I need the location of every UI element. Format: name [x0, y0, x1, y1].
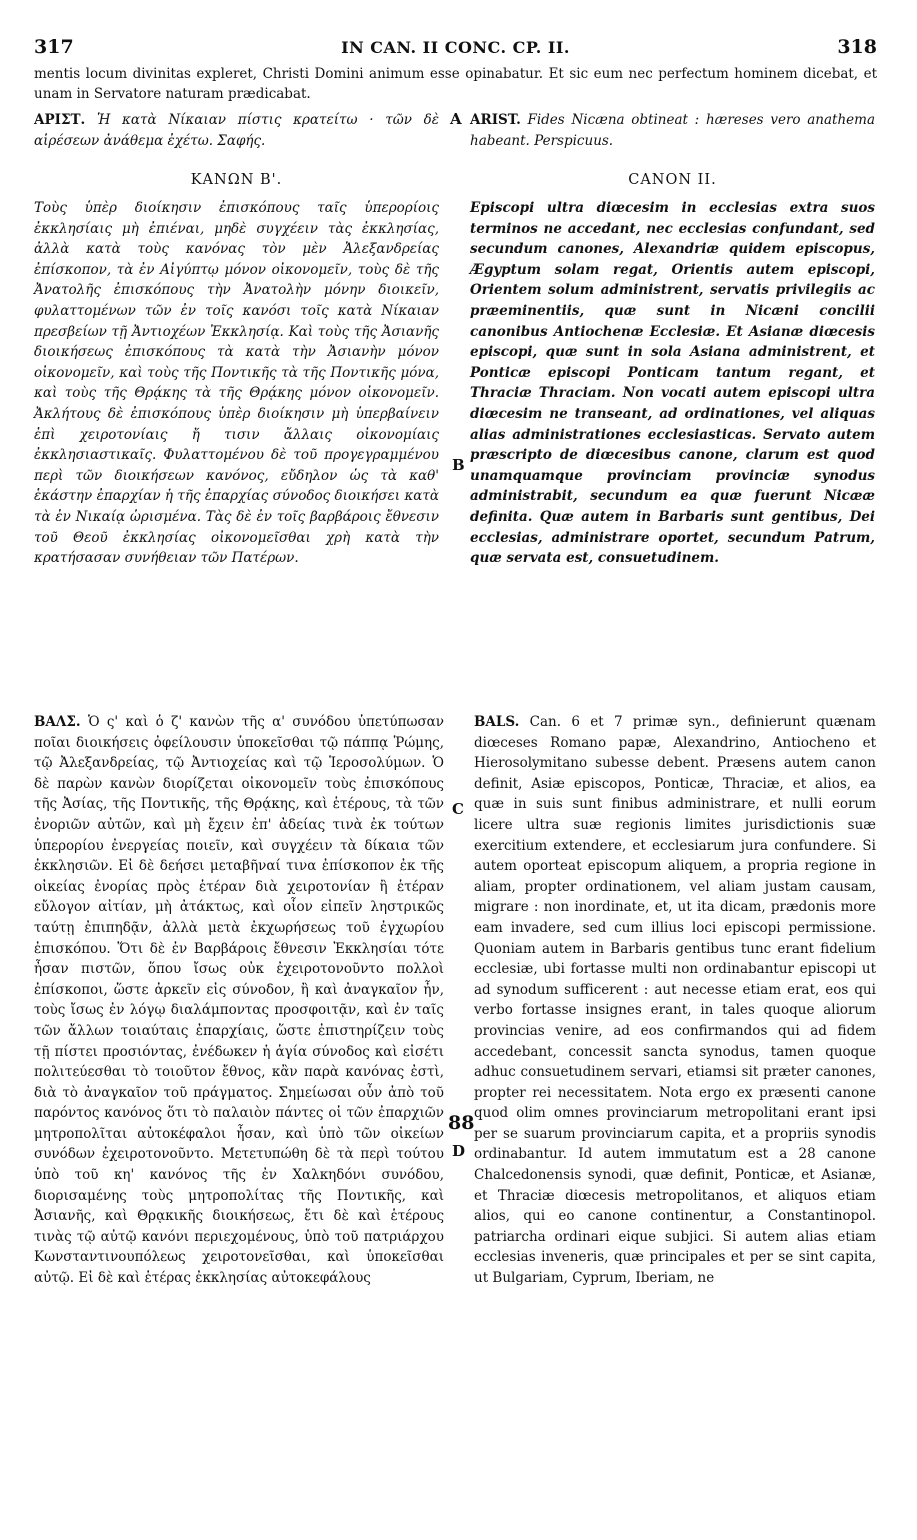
arist-greek-label: ΑΡΙΣΤ.: [34, 112, 86, 128]
page-header: [34, 36, 877, 60]
margin-letter-a: A: [450, 110, 462, 128]
margin-letter-d: D: [452, 1142, 466, 1160]
margin-number: 88: [448, 1112, 475, 1134]
margin-letter-c: C: [452, 800, 464, 818]
bals-greek-text: Ὁ ς' καὶ ὁ ζ' κανὼν τῆς α' συνόδου ὑπετύπωσαν ποῖαι διοικήσεις ὀφείλουσιν ὑποκεῖσθαι τῷ πάππᾳ Ῥώμης, τῷ Ἀλεξανδρείας, τῷ Ἀντιοχείας καὶ τῷ Ἱεροσολύμων. Ὁ δὲ παρὼν κανὼν διορίζεται οἰκονομεῖν τοὺς ἐπισκόπους τῆς Ἀσίας, τῆς Ποντικῆς, τῆς Θρᾴκης, καὶ ἑτέρους, τὰ τῶν ἐνοριῶν αὐτῶν, καὶ μὴ ἔχειν ἐπ' ἀδείας τινὰ ἐκ τούτων ὑπερορίου ἐνεργείας ποιεῖν, καὶ συγχέειν τὰ δίκαια τῶν ἐκκλησιῶν. Εἰ δὲ δεήσει μεταβῆναί τινα ἐπίσκοπον ἐκ τῆς οἰκείας ἐνορίας πρὸς ἑτέραν διὰ χειροτονίαν ἢ ἑτέραν εὔλογον αἰτίαν, μὴ ἀτάκτως, καὶ οἷον εἰπεῖν ληστρικῶς ταύτῃ ἐπιπηδᾷν, ἀλλὰ μετὰ ἐκχωρήσεως τοῦ ἐγχωρίου ἐπισκόπου. Ὅτι δὲ ἐν Βαρβάροις ἔθνεσιν Ἐκκλησίαι τότε ἦσαν πιστῶν, ὅπου ἴσως οὐκ ἐχειροτονοῦντο πολλοὶ ἐπίσκοποι, ὥστε ἀρκεῖν εἰς σύνοδον, ἢ καὶ ἀναγκαῖον ἦν, τοὺς ἴσως ἐν λόγῳ διαλάμποντας προσφοιτᾷν, καὶ ἐν ταῖς τῶν ἄλλων τοιαύταις ἐπαρχίαις, ὥστε ἐπιστηρίζειν τοὺς τῇ πίστει προσιόντας, ἐνέδωκεν ἡ ἁγία σύνοδος καὶ εἰσέτι πολιτεύεσθαι τὸ τοιοῦτον ἔθνος, κἂν παρὰ κανόνας ἐστὶ, διὰ τὸ ἀναγκαῖον τοῦ πράγματος. Σημείωσαι οὖν ἀπὸ τοῦ παρόντος κανόνος ὅτι τὸ παλαιὸν πάντες οἱ τῶν ἐπαρχιῶν μητροπολῖται αὐτοκέφαλοι ἦσαν, καὶ ὑπὸ τῶν οἰκείων συνόδων ἐχειροτονοῦντο. Μετετυπώθη δὲ τὰ περὶ τούτου ὑπὸ τοῦ κη' κανόνος τῆς ἐν Χαλκηδόνι συνόδου, διορισαμένης τοὺς μητροπολίτας τῆς Ποντικῆς, καὶ Ἀσιανῆς, καὶ Θρᾳκικῆς διοικήσεως, ἔτι δὲ καὶ ἑτέρους τινὰς τῷ αὐτῷ κανόνι περιεχομένους, ὑπὸ τοῦ πατριάρχου Κωνσταντινουπόλεως χειροτονεῖσθαι, καὶ ὑποκεῖσθαι αὐτῷ. Εἰ δὲ καὶ ἑτέρας ἐκκλησίας αὐτοκεφάλους: [34, 714, 444, 1287]
arist-greek-paragraph: [34, 110, 439, 151]
canon-latin-heading: CANON II.: [628, 172, 717, 188]
arist-latin-label: ARIST.: [470, 112, 521, 128]
bals-greek-paragraph: [34, 712, 444, 1289]
bals-latin-label: BALS.: [474, 714, 520, 730]
canon-greek-text: Τοὺς ὑπὲρ διοίκησιν ἐπισκόπους ταῖς ὑπερορίοις ἐκκλησίαις μὴ ἐπιέναι, μηδὲ συγχέειν τὰς ἐκκλησίας, ἀλλὰ κατὰ τοὺς κανόνας τὸν μὲν Ἀλεξανδρείας ἐπίσκοπον, τὰ ἐν Αἰγύπτῳ μόνον οἰκονομεῖν, τοὺς δὲ τῆς Ἀνατολῆς ἐπισκόπους τὴν Ἀνατολὴν μόνην διοικεῖν, φυλαττομένων τῶν ἐν τοῖς κανόσι τοῖς κατὰ Νίκαιαν πρεσβείων τῇ Ἀντιοχέων Ἐκκλησίᾳ. Καὶ τοὺς τῆς Ἀσιανῆς διοικήσεως ἐπισκόπους τὰ κατὰ τὴν Ἀσιανὴν μόνον οἰκονομεῖν, καὶ τοὺς τῆς Ποντικῆς τὰ τῆς Ποντικῆς μόνα, καὶ τοὺς τῆς Θρᾴκης τὰ τῆς Θρᾴκης μόνον οἰκονομεῖν. Ἀκλήτους δὲ ἐπισκόπους ὑπὲρ διοίκησιν μὴ ὑπερβαίνειν ἐπὶ χειροτονίαις ἤ τισιν ἄλλαις οἰκονομίαις ἐκκλησιαστικαῖς. Φυλαττομένου δὲ τοῦ προγεγραμμένου περὶ τῶν διοικήσεων κανόνος, εὔδηλον ὡς τὰ καθ' ἑκάστην ἐπαρχίαν ἡ τῆς ἐπαρχίας σύνοδος διοικήσει κατὰ τὰ ἐν Νικαίᾳ ὡρισμένα. Τὰς δὲ ἐν τοῖς βαρβάροις ἔθνεσιν τοῦ Θεοῦ ἐκκλησίας οἰκονομεῖσθαι χρὴ κατὰ τὴν κρατήσασαν συνήθειαν τῶν Πατέρων.: [34, 200, 439, 567]
running-title: IN CAN. II CONC. CP. II.: [341, 38, 570, 57]
margin-letter-b: B: [452, 456, 465, 474]
arist-latin-text: Fides Nicæna obtineat : hæreses vero anathema habeant. Perspicuus.: [470, 112, 875, 149]
canon-greek-heading: ΚΑΝΩΝ Β'.: [190, 172, 283, 188]
bals-latin-paragraph: [474, 712, 876, 1289]
bals-greek-label: ΒΑΛΣ.: [34, 714, 81, 730]
intro-paragraph: mentis locum divinitas expleret, Christi Domini animum esse opinabatur. Et sic eum nec perfectum hominem dicebat, et unam in Servatore naturam prædicabat.: [34, 66, 877, 102]
bals-latin-text: Can. 6 et 7 primæ syn., definierunt quænam diœceses Romano papæ, Alexandrino, Antiocheno et Hierosolymitano subesse debent. Præsens autem canon definit, Asiæ episcopos, Ponticæ, Thraciæ, et alios, ea quæ in suis sunt finibus administrare, et nulli eorum licere ultra suæ regionis limites jurisdictionis suæ exercitium extendere, et ecclesiarum jura confundere. Si autem oporteat episcopum aliquem, a propria regione in aliam, propter ordinationem, vel aliam justam causam, migrare : non inordinate, et, ut ita dicam, prædonis more eam invadere, sed cum illius loci episcopi permissione. Quoniam autem in Barbaris gentibus tunc erant fidelium ecclesiæ, ubi fortasse multi non ordinabantur episcopi ut ad synodum sufficerent : aut necesse etiam erat, eos qui verbo fortasse insignes erant, in tales quoque aliorum provincias venire, ad eos confirmandos qui ad fidem accedebant, concessit sancta synodus, tamen quoque adhuc consuetudinem servari, etiamsi sit præter canones, propter rei necessitatem. Nota ergo ex præsenti canone quod olim omnes provinciarum metropolitani erant ipsi per se suarum provinciarum capita, et a propriis synodis ordinabantur. Id autem immutatum est a 28 canone Chalcedonensis synodi, quæ definit, Ponticæ, et Asianæ, et Thraciæ diœcesis metropolitanos, et aliquos etiam alios, qui eo canone continentur, a Constantinopol. patriarcha ordinari eique subjici. Si autem alias etiam ecclesias inveneris, quæ principales et per se sint capita, ut Bulgariam, Cyprum, Iberiam, ne: [474, 714, 876, 1287]
page-number-left: 317: [34, 36, 74, 58]
page-number-right: 318: [837, 36, 877, 58]
arist-greek-text: Ἡ κατὰ Νίκαιαν πίστις κρατείτω · τῶν δὲ αἱρέσεων ἀνάθεμα ἐχέτω. Σαφής.: [34, 112, 439, 149]
canon-latin-text: Episcopi ultra diœcesim in ecclesias extra suos terminos ne accedant, nec ecclesias confundant, sed secundum canones, Alexandriæ quidem episcopus, Ægyptum solam regat, Orientis autem episcopi, Orientem solum administrent, servatis privilegiis ac præeminentiis, quæ sunt in Nicæni concilii canonibus Antiochenæ Ecclesiæ. Et Asianæ diœcesis episcopi, quæ sunt in sola Asiana administrent, et Ponticæ episcopi Ponticam tantum regant, et Thraciæ Thraciam. Non vocati autem episcopi ultra diœcesim ne transeant, ad ordinationes, vel aliquas alias administrationes ecclesiasticas. Servato autem præscripto de diœcesibus canone, clarum est quod unamquamque provinciam provinciæ synodus administrabit, secundum ea quæ fuerunt Nicææ definita. Quæ autem in Barbaris sunt gentibus, Dei ecclesias, administrare oportet, secundum Patrum, quæ servata est, consuetudinem.: [470, 200, 875, 567]
arist-latin-paragraph: [470, 110, 875, 151]
